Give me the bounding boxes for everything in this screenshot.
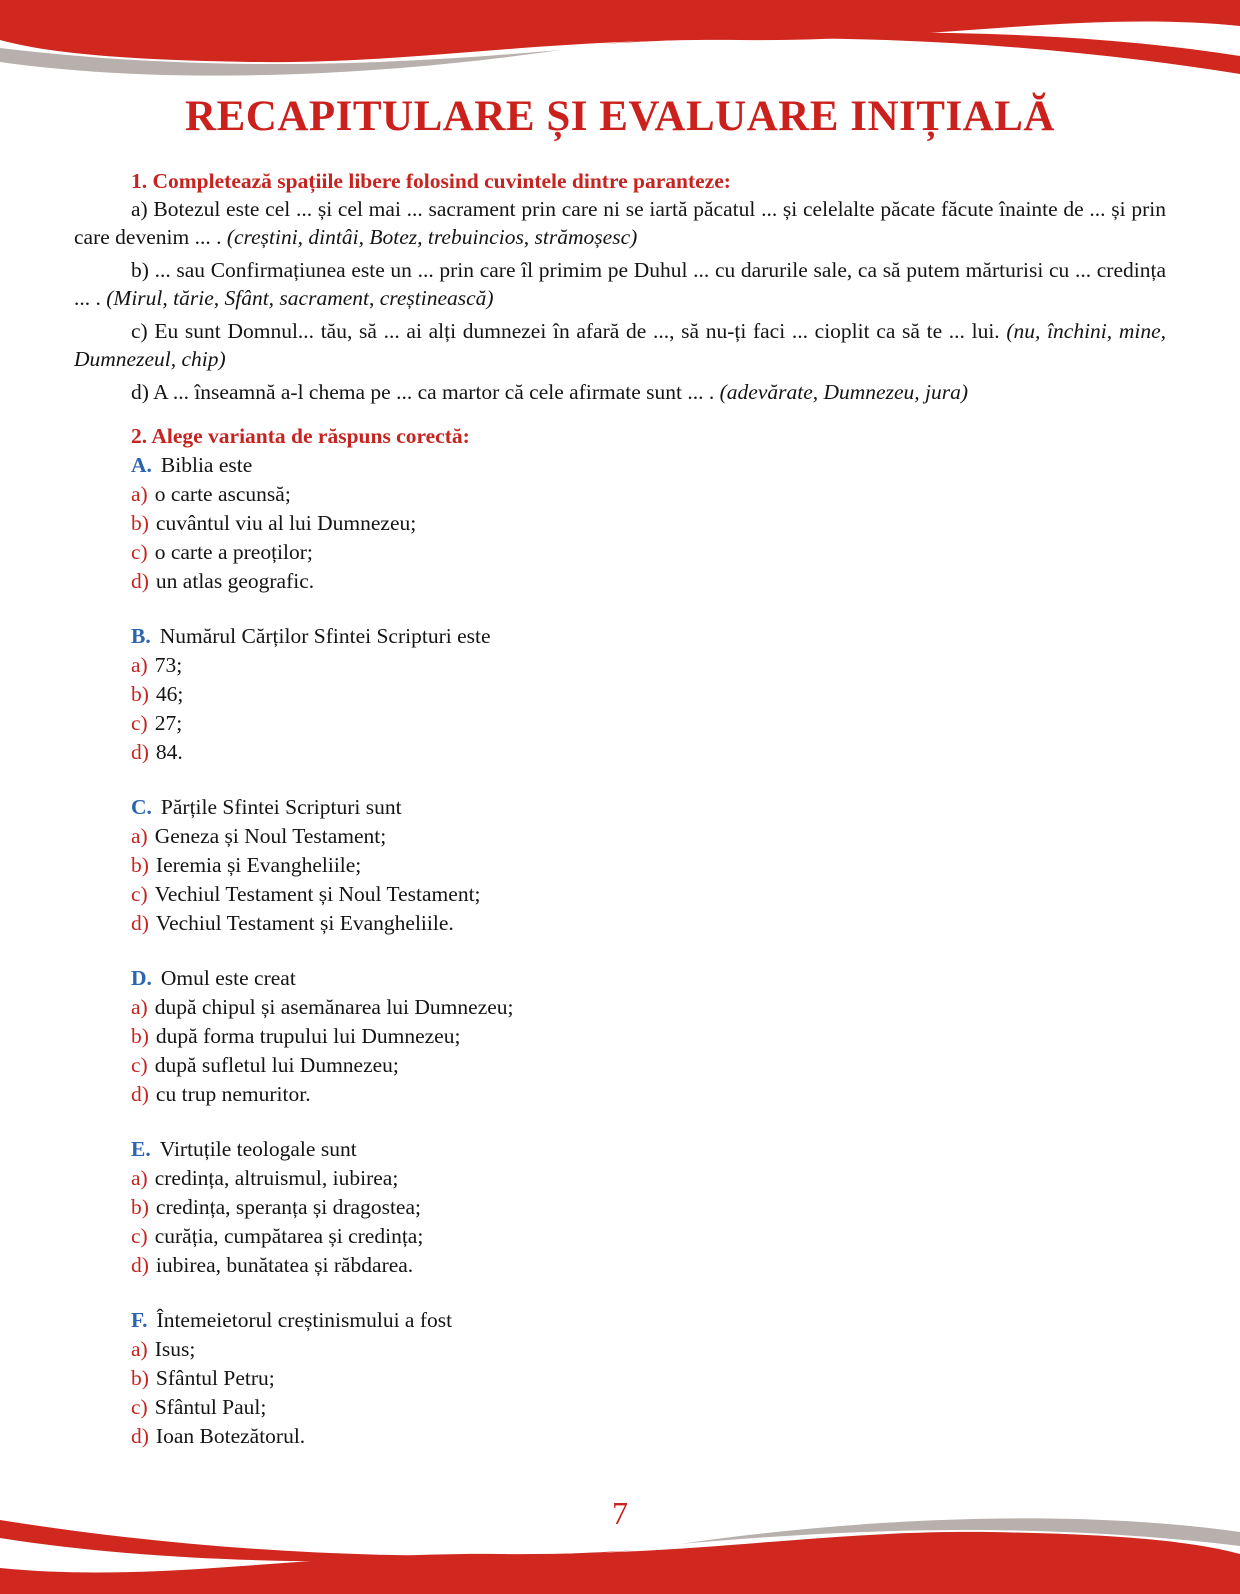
option-text: credința, speranța și dragostea; <box>155 1195 421 1219</box>
fill-in-item-b <box>74 256 1166 312</box>
option-letter: b) <box>131 853 149 877</box>
option-text: Vechiul Testament și Noul Testament; <box>154 882 481 906</box>
bottom-wave-red-band <box>0 1532 1240 1594</box>
option-letter: d) <box>131 1424 149 1448</box>
section2-heading: 2. Alege varianta de răspuns corectă: <box>131 424 470 448</box>
option-text: Sfântul Paul; <box>154 1395 267 1419</box>
option-d <box>131 738 1166 767</box>
option-letter: a) <box>131 482 148 506</box>
option-a <box>131 993 1166 1022</box>
option-letter: c) <box>131 540 148 564</box>
option-text: Sfântul Petru; <box>155 1366 275 1390</box>
fill-in-text: a) Botezul este cel ... și cel mai ... sacrament prin care ni se iartă păcatul ... și celelalte păcate făcute înainte de ... și prin care devenim ... . <box>74 197 1166 249</box>
option-text: cuvântul viu al lui Dumnezeu; <box>155 511 417 535</box>
option-text: 73; <box>154 653 183 677</box>
option-d <box>131 1422 1166 1451</box>
question-E <box>131 1135 1166 1280</box>
option-letter: b) <box>131 1195 149 1219</box>
option-text: după sufletul lui Dumnezeu; <box>154 1053 399 1077</box>
question-letter: E. <box>131 1137 151 1161</box>
option-letter: c) <box>131 1224 148 1248</box>
option-text: cu trup nemuritor. <box>155 1082 311 1106</box>
option-text: o carte ascunsă; <box>154 482 291 506</box>
question-letter: C. <box>131 795 152 819</box>
section-fill-in-blanks <box>74 167 1166 406</box>
fill-in-item-a <box>74 195 1166 251</box>
question-B <box>131 622 1166 767</box>
question-heading <box>131 1135 1166 1164</box>
page-number: 7 <box>612 1495 628 1531</box>
fill-in-text: d) A ... înseamnă a-l chema pe ... ca martor că cele afirmate sunt ... . <box>131 380 720 404</box>
option-a <box>131 1335 1166 1364</box>
option-c <box>131 538 1166 567</box>
bottom-wave-decoration <box>0 1506 1240 1594</box>
question-heading <box>131 964 1166 993</box>
option-letter: b) <box>131 511 149 535</box>
question-heading <box>131 622 1166 651</box>
option-letter: d) <box>131 911 149 935</box>
top-wave-red-swoosh <box>600 33 1240 74</box>
option-c <box>131 1393 1166 1422</box>
section1-heading: 1. Completează spațiile libere folosind cuvintele dintre paranteze: <box>131 169 731 193</box>
question-text: Biblia este <box>160 453 253 477</box>
fill-in-item-d <box>74 378 1166 406</box>
page-title: RECAPITULARE ȘI EVALUARE INIȚIALĂ <box>185 93 1055 140</box>
option-text: Ieremia și Evangheliile; <box>155 853 362 877</box>
option-c <box>131 1051 1166 1080</box>
option-b <box>131 851 1166 880</box>
option-letter: d) <box>131 1253 149 1277</box>
option-text: Geneza și Noul Testament; <box>154 824 387 848</box>
question-letter: B. <box>131 624 151 648</box>
option-letter: a) <box>131 995 148 1019</box>
question-A <box>131 451 1166 596</box>
option-text: 46; <box>155 682 184 706</box>
question-text: Întemeietorul creștinismului a fost <box>156 1308 453 1332</box>
option-d <box>131 909 1166 938</box>
fill-in-text: c) Eu sunt Domnul... tău, să ... ai alți dumnezei în afară de ..., să nu-ți faci ... cioplit ca să te ... lui. <box>131 319 1007 343</box>
option-d <box>131 567 1166 596</box>
option-text: după forma trupului lui Dumnezeu; <box>155 1024 461 1048</box>
option-letter: a) <box>131 1337 148 1361</box>
option-b <box>131 1193 1166 1222</box>
page-content <box>74 92 1166 1451</box>
option-a <box>131 480 1166 509</box>
option-text: credința, altruismul, iubirea; <box>154 1166 399 1190</box>
fill-in-text: b) ... sau Confirmațiunea este un ... prin care îl primim pe Duhul ... cu darurile sale, ca să putem mărturisi cu ... credința ... . <box>74 258 1166 310</box>
question-heading <box>131 1306 1166 1335</box>
option-b <box>131 1364 1166 1393</box>
option-a <box>131 822 1166 851</box>
question-letter: D. <box>131 966 152 990</box>
top-wave-decoration <box>0 0 1240 88</box>
question-text: Numărul Cărților Sfintei Scripturi este <box>159 624 491 648</box>
fill-in-word-bank: (nu, închini, mine, Dumnezeul, chip) <box>74 319 1166 371</box>
option-c <box>131 1222 1166 1251</box>
question-letter: F. <box>131 1308 148 1332</box>
fill-in-word-bank: (adevărate, Dumnezeu, jura) <box>719 380 969 404</box>
option-letter: d) <box>131 740 149 764</box>
option-letter: c) <box>131 1053 148 1077</box>
question-text: Părțile Sfintei Scripturi sunt <box>160 795 402 819</box>
option-text: Ioan Botezătorul. <box>155 1424 306 1448</box>
option-text: un atlas geografic. <box>155 569 315 593</box>
option-text: curăția, cumpătarea și credința; <box>154 1224 424 1248</box>
top-wave-red-band <box>0 0 1240 62</box>
fill-in-word-bank: (creștini, dintâi, Botez, trebuincios, strămoșesc) <box>226 225 638 249</box>
question-C <box>131 793 1166 938</box>
option-letter: a) <box>131 653 148 677</box>
questions-list <box>74 451 1166 1451</box>
option-text: 27; <box>154 711 183 735</box>
question-F <box>131 1306 1166 1451</box>
fill-in-item-c <box>74 317 1166 373</box>
question-heading <box>131 793 1166 822</box>
bottom-wave-red-swoosh <box>0 1520 640 1561</box>
option-letter: c) <box>131 1395 148 1419</box>
option-text: Vechiul Testament și Evangheliile. <box>155 911 454 935</box>
option-a <box>131 651 1166 680</box>
option-letter: a) <box>131 824 148 848</box>
option-text: 84. <box>155 740 183 764</box>
option-d <box>131 1080 1166 1109</box>
fill-in-word-bank: (Mirul, tărie, Sfânt, sacrament, creștinească) <box>106 286 494 310</box>
option-c <box>131 709 1166 738</box>
option-c <box>131 880 1166 909</box>
question-letter: A. <box>131 453 152 477</box>
option-d <box>131 1251 1166 1280</box>
option-text: o carte a preoților; <box>154 540 313 564</box>
question-D <box>131 964 1166 1109</box>
question-heading <box>131 451 1166 480</box>
option-letter: c) <box>131 711 148 735</box>
option-text: iubirea, bunătatea și răbdarea. <box>155 1253 414 1277</box>
option-text: Isus; <box>154 1337 196 1361</box>
option-b <box>131 680 1166 709</box>
option-letter: b) <box>131 1024 149 1048</box>
option-text: după chipul și asemănarea lui Dumnezeu; <box>154 995 514 1019</box>
question-text: Virtuțile teologale sunt <box>159 1137 357 1161</box>
option-letter: c) <box>131 882 148 906</box>
option-letter: d) <box>131 1082 149 1106</box>
option-letter: b) <box>131 682 149 706</box>
option-b <box>131 1022 1166 1051</box>
section-multiple-choice <box>74 422 1166 1451</box>
question-text: Omul este creat <box>160 966 296 990</box>
option-letter: b) <box>131 1366 149 1390</box>
option-a <box>131 1164 1166 1193</box>
option-letter: a) <box>131 1166 148 1190</box>
option-b <box>131 509 1166 538</box>
option-letter: d) <box>131 569 149 593</box>
